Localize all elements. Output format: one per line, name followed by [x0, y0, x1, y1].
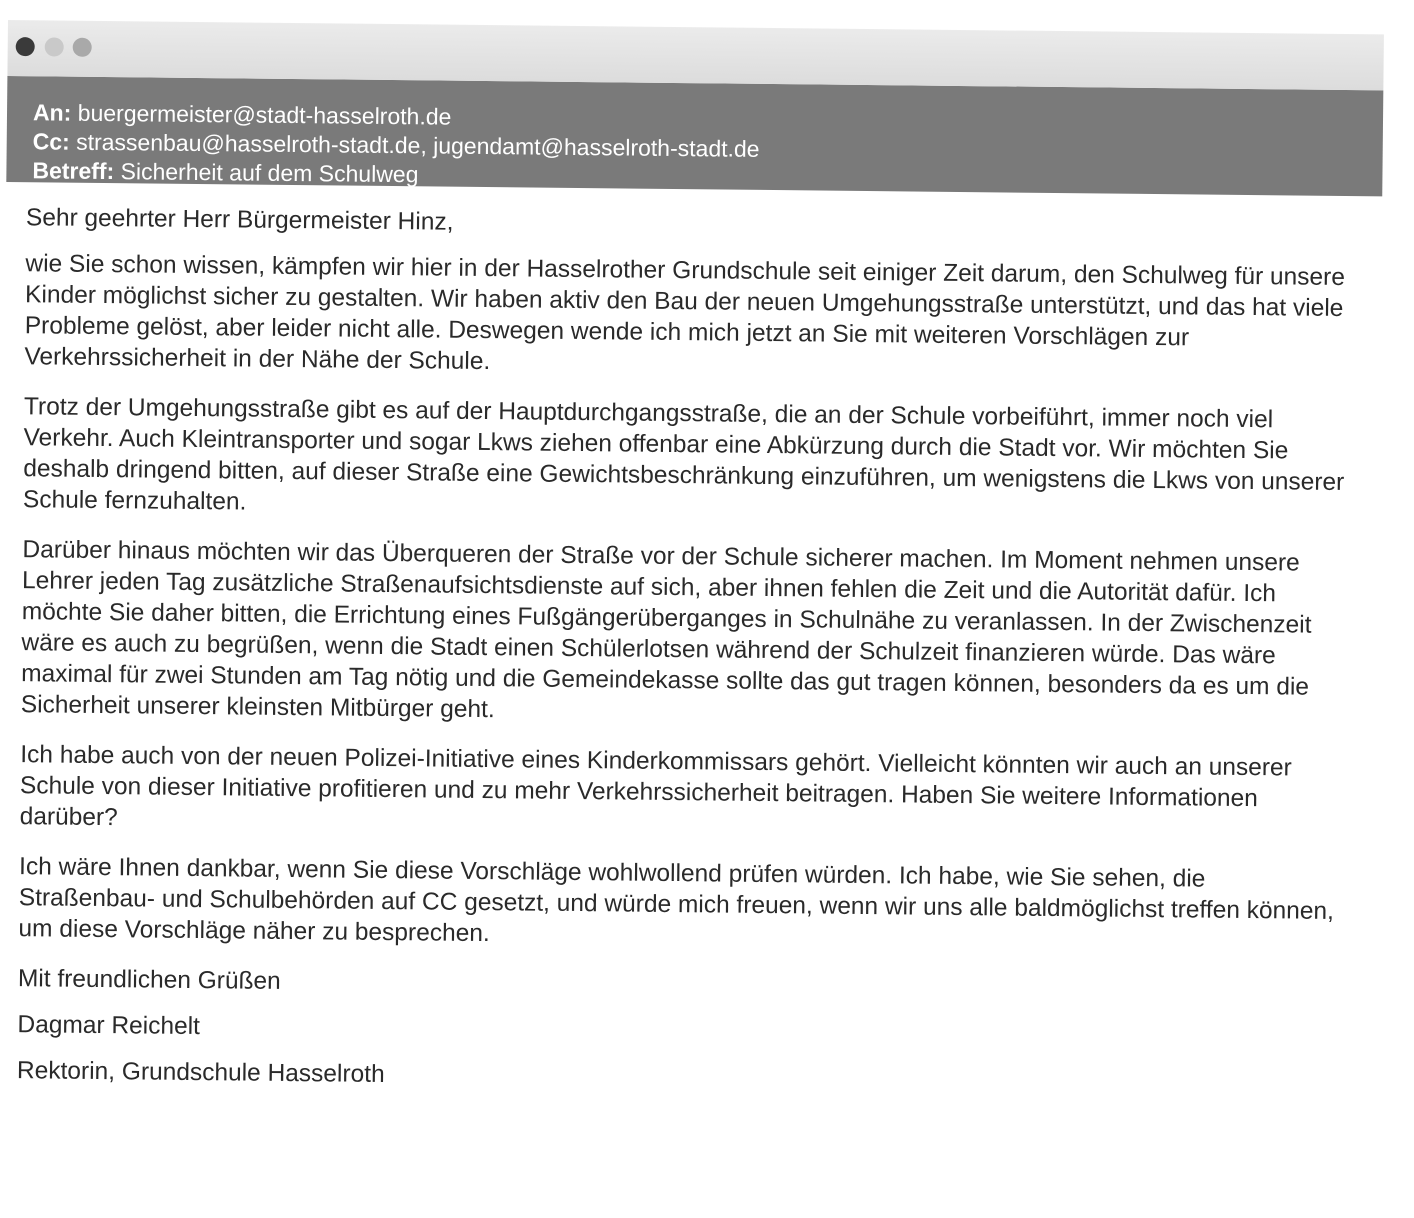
maximize-window-button[interactable]: [73, 38, 92, 57]
close-window-button[interactable]: [16, 37, 35, 56]
email-window: [0, 20, 1384, 1218]
body-paragraph: Trotz der Umgehungsstraße gibt es auf der Hauptdurchgangsstraße, die an der Schule vorbeiführt, immer noch viel Verkehr. Auch Kleintransporter und sogar Lkws ziehen offenbar eine Abkürzung durch die Stadt vor. Wir möchten Sie deshalb dringend bitten, auf dieser Straße eine Gewichtsbeschränkung einzuführen, um wenigstens die Lkws von unserer Schule fernzuhalten.: [22, 393, 1345, 516]
cc-value[interactable]: strassenbau@hasselroth-stadt.de, jugendamt@hasselroth-stadt.de: [76, 128, 760, 162]
sender-title: Rektorin, Grundschule Hasselroth: [16, 1057, 385, 1089]
closing: Mit freundlichen Grüßen: [17, 965, 281, 995]
greeting: Sehr geehrter Herr Bürgermeister Hinz,: [25, 204, 454, 236]
subject-value[interactable]: Sicherheit auf dem Schulweg: [120, 158, 419, 188]
sender-name: Dagmar Reichelt: [17, 1011, 201, 1041]
body-paragraph: Darüber hinaus möchten wir das Überqueren der Straße vor der Schule sicherer machen. Im Moment nehmen unsere Lehrer jeden Tag zusätzliche Straßenaufsichtsdienste auf sich, aber ihnen fehlen die Zeit und die Autorität dafür. Ich möchte Sie daher bitten, die Errichtung eines Fußgängerüberganges in Schulnähe zu veranlassen. In der Zwischenzeit wäre es auch zu begrüßen, wenn die Stadt einen Schülerlotsen während der Schulzeit finanzieren würde. Das wäre maximal für zwei Stunden am Tag nötig und die Gemeindekasse sollte das gut tragen können, besonders da es um die Sicherheit unserer kleinsten Mitbürger geht.: [20, 536, 1312, 724]
email-header: [6, 76, 1383, 196]
to-value[interactable]: buergermeister@stadt-hasselroth.de: [77, 99, 452, 130]
to-label: An:: [32, 99, 72, 126]
minimize-window-button[interactable]: [45, 37, 64, 56]
subject-label: Betreff:: [32, 157, 115, 185]
body-paragraph: Ich habe auch von der neuen Polizei-Initiative eines Kinderkommissars gehört. Vielleicht könnten wir auch an unserer Schule von dieser Initiative profitieren und zu mehr Verkehrssicherheit beitragen. Haben Sie weitere Informationen darüber?: [19, 741, 1292, 832]
cc-label: Cc:: [32, 128, 70, 155]
body-paragraph: Ich wäre Ihnen dankbar, wenn Sie diese Vorschläge wohlwollend prüfen würden. Ich habe, wie Sie sehen, die Straßenbau- und Schulbehörden auf CC gesetzt, und würde mich freuen, wenn wir uns alle baldmöglichst treffen können, um diese Vorschläge näher zu besprechen.: [18, 853, 1335, 948]
body-paragraph: wie Sie schon wissen, kämpfen wir hier in der Hasselrother Grundschule seit einiger Zeit darum, den Schulweg für unsere Kinder möglichst sicher zu gestalten. Wir haben aktiv den Bau der neuen Umgehungsstraße unterstützt, und das hat viele Probleme gelöst, aber leider nicht alle. Deswegen wende ich mich jetzt an Sie mit weiteren Vorschlägen zur Verkehrssicherheit in der Nähe der Schule.: [24, 250, 1346, 376]
email-body[interactable]: [0, 182, 1382, 1100]
